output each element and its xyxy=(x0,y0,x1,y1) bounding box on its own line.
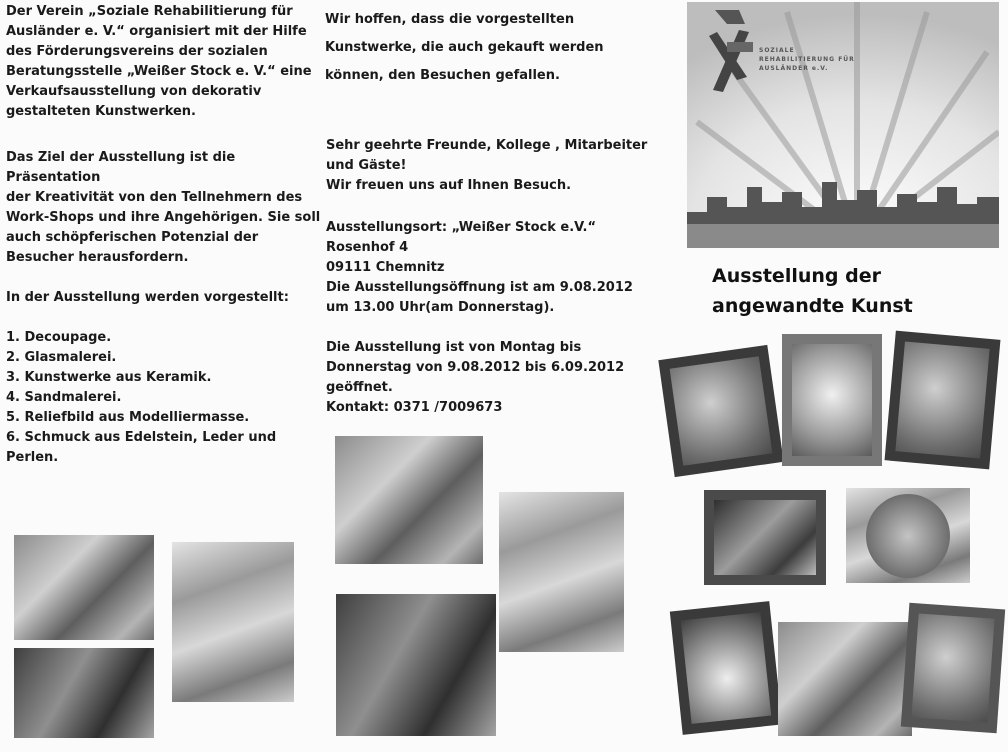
list-item: 3. Kunstwerke aus Keramik. xyxy=(6,370,212,385)
exhibition-title-line: Ausstellung der xyxy=(712,265,881,287)
logo-text: SOZIALE REHABILITIERUNG FÜR AUSLÄNDER e.V. xyxy=(759,47,855,72)
exhibit-list xyxy=(6,328,276,468)
goal-line: Präsentation xyxy=(6,170,101,185)
address-line: Die Ausstellungsöffnung ist am 9.08.2012 xyxy=(326,280,633,295)
intro-line: Verkaufsausstellung von dekorativ xyxy=(6,84,262,99)
greeting-line: Wir freuen uns auf Ihnen Besuch. xyxy=(326,178,572,193)
dates-line: Donnerstag von 9.08.2012 bis 6.09.2012 xyxy=(326,360,625,375)
address-line: um 13.00 Uhr(am Donnerstag). xyxy=(326,300,555,315)
list-item: 5. Reliefbild aus Modelliermasse. xyxy=(6,410,250,425)
contact-line: Kontakt: 0371 /7009673 xyxy=(326,400,503,415)
brochure-cover xyxy=(687,2,999,248)
intro-line: Beratungsstelle „Weißer Stock e. V.“ eine xyxy=(6,64,312,79)
goal-line: Das Ziel der Ausstellung ist die xyxy=(6,150,236,165)
intro-line: gestalteten Kunstwerken. xyxy=(6,104,196,119)
greeting-line: und Gäste! xyxy=(326,158,407,173)
artwork-photo xyxy=(670,601,782,735)
decorated-plate xyxy=(866,494,950,578)
goal-line: Besucher herausfordern. xyxy=(6,250,189,265)
goal-line: der Kreativität von den Tellnehmern des xyxy=(6,190,303,205)
hope-line: können, den Besuchen gefallen. xyxy=(325,68,560,83)
artwork-photo xyxy=(885,331,1001,470)
artwork-photo xyxy=(658,345,783,477)
intro-paragraph xyxy=(6,2,312,122)
intro-line: Der Verein „Soziale Rehabilitierung für xyxy=(6,4,293,19)
address-line: Ausstellungsort: „Weißer Stock e.V.“ xyxy=(326,220,597,235)
hope-paragraph xyxy=(325,6,604,90)
list-item: Perlen. xyxy=(6,450,59,465)
dates-paragraph xyxy=(326,338,624,418)
address-line: Rosenhof 4 xyxy=(326,240,409,255)
goal-paragraph xyxy=(6,148,320,268)
workshop-photo xyxy=(14,535,154,640)
exhibition-title-line: angewandte Kunst xyxy=(712,295,913,317)
dates-line: Die Ausstellung ist von Montag bis xyxy=(326,340,582,355)
workshop-photo xyxy=(14,648,154,738)
artwork-photo xyxy=(901,603,1005,733)
list-item: 6. Schmuck aus Edelstein, Leder und xyxy=(6,430,277,445)
intro-line: Ausländer e. V.“ organisiert mit der Hilfe xyxy=(6,24,307,39)
list-item: 4. Sandmalerei. xyxy=(6,390,122,405)
artwork-photo xyxy=(782,334,882,466)
artwork-photo xyxy=(846,488,970,583)
goal-line: Work-Shops und ihre Angehörigen. Sie soll xyxy=(6,210,321,225)
intro-line: des Förderungsvereins der sozialen xyxy=(6,44,268,59)
goal-line: auch schöpferischen Potenzial der xyxy=(6,230,259,245)
greeting-paragraph xyxy=(326,136,647,196)
list-item: 2. Glasmalerei. xyxy=(6,350,117,365)
exhibition-title xyxy=(712,261,913,321)
sunburst-skyline-illustration xyxy=(687,2,999,248)
workshop-photo xyxy=(172,542,294,702)
greeting-line: Sehr geehrte Freunde, Kollege , Mitarbeiter xyxy=(326,138,648,153)
workshop-photo xyxy=(335,436,483,564)
artwork-photo xyxy=(778,622,912,736)
list-heading: In der Ausstellung werden vorgestellt: xyxy=(6,290,289,305)
workshop-photo xyxy=(499,492,624,652)
list-item: 1. Decoupage. xyxy=(6,330,112,345)
workshop-photo xyxy=(336,594,496,736)
address-line: 09111 Chemnitz xyxy=(326,260,445,275)
dates-line: geöffnet. xyxy=(326,380,393,395)
hope-line: Wir hoffen, dass die vorgestellten xyxy=(325,12,575,27)
artwork-photo xyxy=(704,490,826,585)
address-paragraph xyxy=(326,218,633,318)
hope-line: Kunstwerke, die auch gekauft werden xyxy=(325,40,604,55)
